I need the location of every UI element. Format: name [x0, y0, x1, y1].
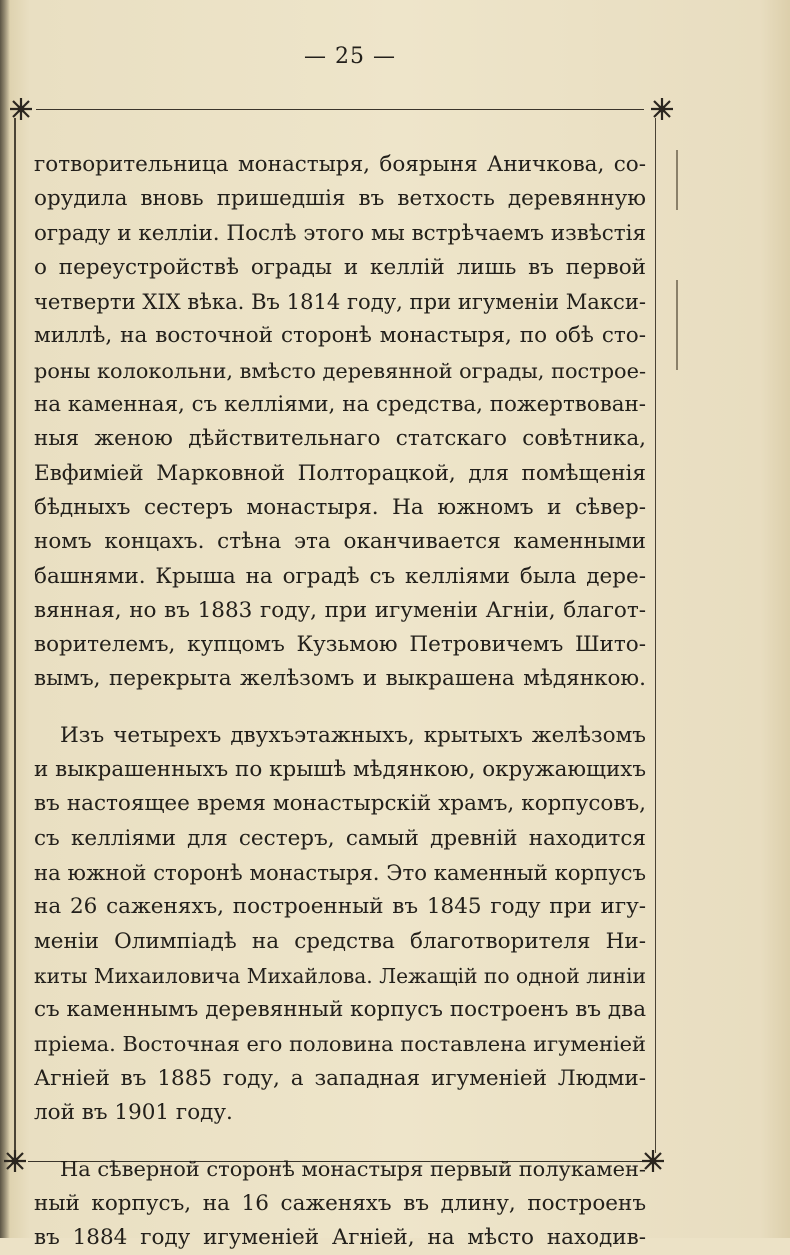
text-line: въ 1884 году игуменіей Агніей, на мѣсто находив-: [34, 1224, 646, 1250]
text-line: ворителемъ, купцомъ Кузьмою Петровичемъ Шито-: [34, 632, 646, 658]
text-line: вымъ, перекрыта желѣзомъ и выкрашена мѣдянкою.: [34, 666, 646, 692]
text-line: на 26 саженяхъ, построенный въ 1845 году при игу-: [34, 894, 646, 920]
text-line: и выкрашенныхъ по крышѣ мѣдянкою, окружающихъ: [34, 757, 646, 783]
text-line: вянная, но въ 1883 году, при игуменіи Агніи, благот-: [34, 597, 646, 623]
paragraph-gap: [34, 697, 646, 719]
body-text: [34, 148, 646, 1255]
text-line: ограду и келліи. Послѣ этого мы встрѣчаемъ извѣстія: [34, 220, 646, 246]
text-line: миллѣ, на восточной сторонѣ монастыря, по обѣ сто-: [34, 323, 646, 349]
text-line: На сѣверной сторонѣ монастыря первый полукамен-: [60, 1157, 646, 1182]
text-line: орудила вновь пришедшія въ ветхость деревянную: [34, 186, 646, 212]
text-line: киты Михаиловича Михайлова. Лежащій по одной линіи: [34, 963, 646, 988]
page-edge-mark: [676, 280, 678, 370]
snowflake-ornament-icon: [2, 1148, 28, 1174]
text-line: ный корпусъ, на 16 саженяхъ въ длину, построенъ: [34, 1190, 646, 1216]
snowflake-ornament-icon: [8, 96, 34, 122]
text-line: номъ концахъ. стѣна эта оканчивается каменными: [34, 529, 646, 555]
text-line: съ каменнымъ деревянный корпусъ построенъ въ два: [34, 997, 646, 1023]
top-border-rule: [36, 109, 644, 110]
right-border-line: [655, 118, 656, 1153]
text-line: пріема. Восточная его половина поставлена игуменіей: [34, 1032, 646, 1057]
text-line: Изъ четырехъ двухъэтажныхъ, крытыхъ желѣзомъ: [60, 722, 646, 748]
paragraph: [34, 1152, 646, 1255]
text-line: роны колокольни, вмѣсто деревянной ограды, построе-: [34, 358, 646, 383]
text-line: лой въ 1901 году.: [34, 1100, 233, 1126]
paragraph-gap: [34, 1130, 646, 1152]
text-line: Агніей въ 1885 году, а западная игуменіей Людми-: [34, 1065, 646, 1091]
page-edge-mark: [676, 150, 678, 210]
text-line: на каменная, съ келліями, на средства, пожертвован-: [34, 392, 646, 418]
snowflake-ornament-icon: [649, 96, 675, 122]
text-line: готворительница монастыря, боярыня Аничкова, со-: [34, 152, 646, 177]
text-line: о переустройствѣ ограды и келлій лишь въ первой: [34, 254, 646, 280]
page-spine-shadow: [0, 0, 10, 1238]
text-line: на южной сторонѣ монастыря. Это каменный корпусъ: [34, 859, 646, 885]
text-line: меніи Олимпіадѣ на средства благотворителя Ни-: [34, 928, 646, 954]
text-line: съ келліями для сестеръ, самый древній находится: [34, 825, 646, 851]
text-line: башнями. Крыша на оградѣ съ келліями была дере-: [34, 563, 646, 589]
text-line: ныя женою дѣйствительнаго статскаго совѣтника,: [34, 426, 646, 452]
text-line: въ настоящее время монастырскій храмъ, корпусовъ,: [34, 791, 646, 817]
text-line: четверти XIX вѣка. Въ 1814 году, при игуменіи Макси-: [34, 289, 647, 315]
left-border-line: [14, 118, 16, 1153]
page-number: — 25 —: [304, 44, 396, 69]
text-line: Евфиміей Марковной Полторацкой, для помѣщенія: [34, 460, 646, 486]
paragraph: [34, 719, 646, 1131]
text-line: бѣдныхъ сестеръ монастыря. На южномъ и сѣвер-: [34, 494, 646, 520]
paragraph: [34, 148, 646, 697]
